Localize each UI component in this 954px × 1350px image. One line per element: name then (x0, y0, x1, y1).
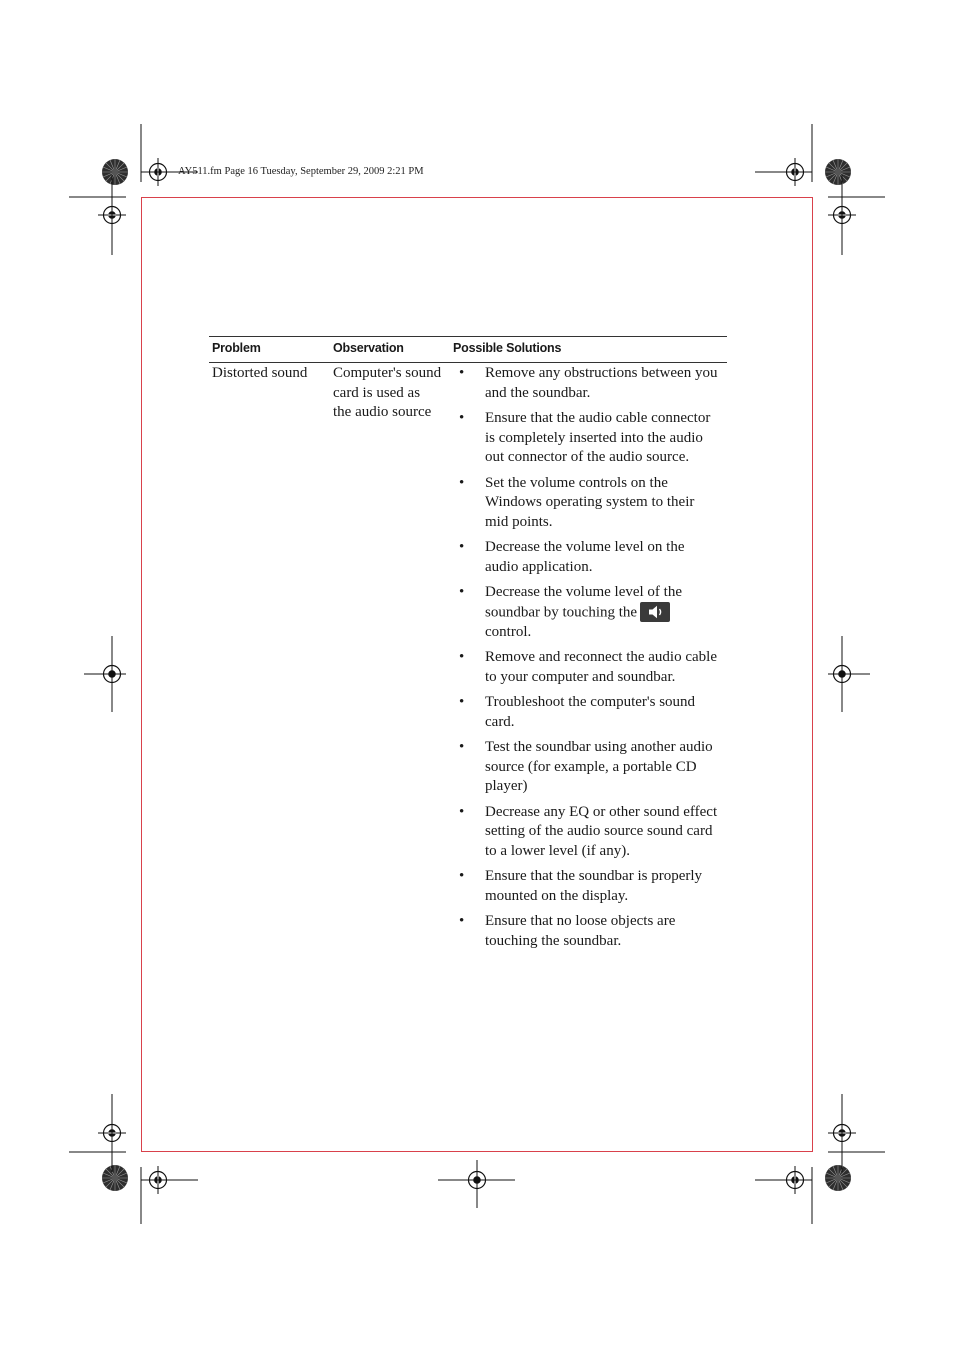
list-item: • Ensure that the soundbar is properly mounted on the display. (459, 868, 703, 904)
print-slug: AY511.fm Page 16 Tuesday, September 29, 2009 2:21 PM (178, 166, 424, 177)
troubleshooting-table (209, 336, 727, 957)
table-header-row (209, 337, 727, 363)
column-header-solutions: Possible Solutions (450, 337, 727, 363)
troubleshooting-table-container (209, 336, 727, 957)
solutions-cell (450, 363, 727, 958)
list-item: • Decrease any EQ or other sound effect setting of the audio source sound card to a lower level (if any). (459, 803, 718, 859)
color-wheel-icon (102, 159, 128, 185)
list-item: • Decrease the volume level on the audio application. (459, 539, 685, 575)
column-header-problem: Problem (209, 337, 330, 363)
color-wheel-icon (102, 1165, 128, 1191)
list-item: • Troubleshoot the computer's sound card. (459, 694, 696, 730)
speaker-volume-icon (640, 602, 670, 622)
list-item: • Ensure that the audio cable connector is completely inserted into the audio out connector of the audio source. (459, 410, 711, 465)
color-wheel-icon (825, 159, 851, 185)
list-item: • Remove and reconnect the audio cable to your computer and soundbar. (459, 649, 717, 685)
solutions-list (453, 364, 719, 951)
table-row (209, 363, 727, 958)
list-item: • Ensure that no loose objects are touching the soundbar. (459, 913, 676, 949)
list-item: • Test the soundbar using another audio source (for example, a portable CD player) (459, 739, 713, 794)
color-wheel-icon (825, 1165, 851, 1191)
column-header-observation: Observation (330, 337, 450, 363)
list-item: • Remove any obstructions between you and the soundbar. (459, 365, 718, 401)
list-item: • Decrease the volume level of the soundbar by touching the control. (459, 584, 682, 640)
list-item: • Set the volume controls on the Windows operating system to their mid points. (459, 474, 695, 530)
observation-cell: Computer's sound card is used as the audio source (333, 365, 442, 420)
problem-cell: Distorted sound (212, 365, 308, 381)
